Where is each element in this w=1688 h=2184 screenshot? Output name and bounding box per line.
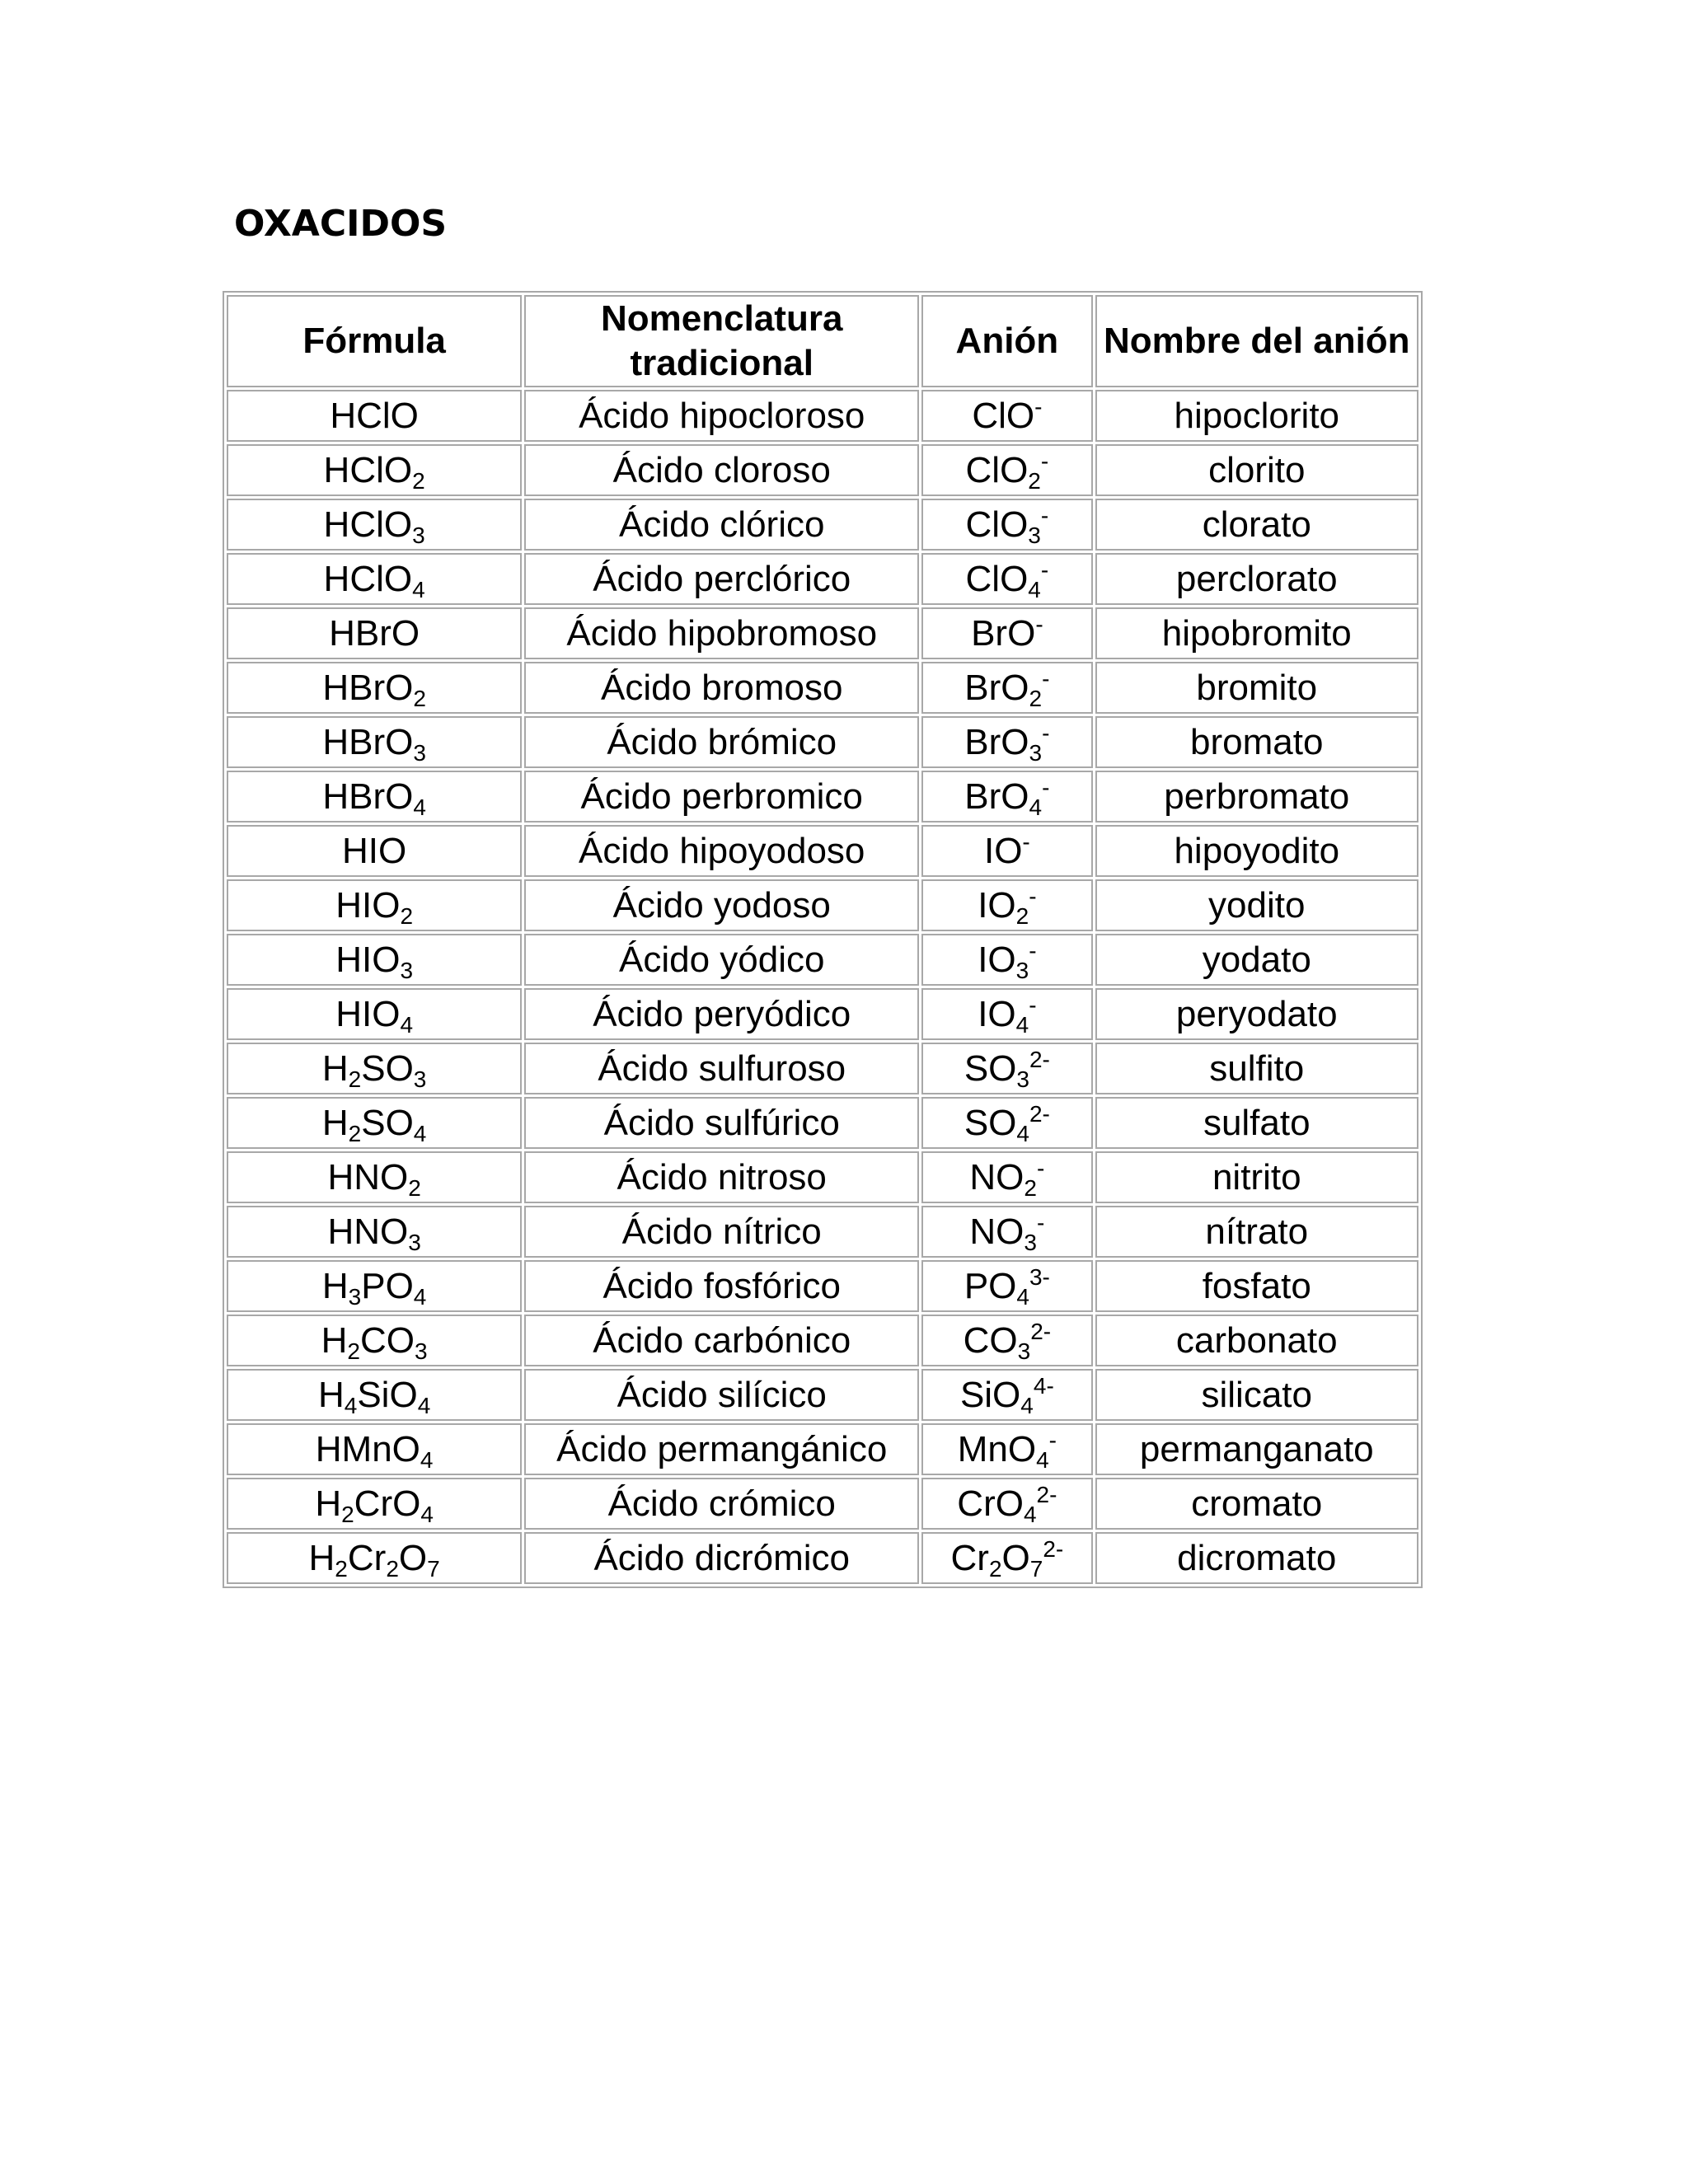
table-row bbox=[227, 662, 1418, 714]
formula-cell: $H_2CrO_4$ bbox=[227, 1478, 522, 1530]
anion-name-cell: dicromato bbox=[1095, 1532, 1418, 1584]
formula-cell: $HIO_2$ bbox=[227, 879, 522, 931]
table-row bbox=[227, 1478, 1418, 1530]
anion-name-cell: silicato bbox=[1095, 1369, 1418, 1421]
formula-cell: HIO bbox=[227, 825, 522, 877]
anion-cell: IO- bbox=[921, 825, 1092, 877]
formula-cell: $H_2Cr_2O_7$ bbox=[227, 1532, 522, 1584]
anion-cell: BrO- bbox=[921, 607, 1092, 659]
table-row bbox=[227, 771, 1418, 823]
anion-cell: $IO_2^-$ bbox=[921, 879, 1092, 931]
header-anion: Anión bbox=[921, 295, 1092, 387]
formula-cell: $HIO_3$ bbox=[227, 934, 522, 986]
formula-cell: HClO bbox=[227, 390, 522, 442]
header-formula: Fórmula bbox=[227, 295, 522, 387]
anion-name-cell: bromito bbox=[1095, 662, 1418, 714]
anion-name-cell: bromato bbox=[1095, 716, 1418, 768]
formula-cell: $HIO_4$ bbox=[227, 988, 522, 1040]
name-cell: Ácido permangánico bbox=[524, 1423, 919, 1475]
name-cell: Ácido cloroso bbox=[524, 444, 919, 496]
formula-cell: HClO$_4$ bbox=[227, 553, 522, 605]
name-cell: Ácido hipoyodoso bbox=[524, 825, 919, 877]
formula-cell: HBrO bbox=[227, 607, 522, 659]
formula-cell: HBrO$_3$ bbox=[227, 716, 522, 768]
header-traditional-nomenclature: Nomenclatura tradicional bbox=[524, 295, 919, 387]
name-cell: Ácido sulfúrico bbox=[524, 1097, 919, 1149]
anion-name-cell: yodito bbox=[1095, 879, 1418, 931]
name-cell: Ácido clórico bbox=[524, 499, 919, 551]
name-cell: Ácido peryódico bbox=[524, 988, 919, 1040]
anion-cell: $Cr_2O_7^{2-}$ bbox=[921, 1532, 1092, 1584]
table-row bbox=[227, 607, 1418, 659]
anion-cell: $PO_4^{3-}$ bbox=[921, 1260, 1092, 1312]
anion-cell: $IO_4^-$ bbox=[921, 988, 1092, 1040]
name-cell: Ácido perclórico bbox=[524, 553, 919, 605]
name-cell: Ácido nitroso bbox=[524, 1151, 919, 1203]
formula-cell: $H_4SiO_4$ bbox=[227, 1369, 522, 1421]
name-cell: Ácido nítrico bbox=[524, 1206, 919, 1258]
name-cell: Ácido bromoso bbox=[524, 662, 919, 714]
table-row bbox=[227, 553, 1418, 605]
anion-name-cell: yodato bbox=[1095, 934, 1418, 986]
name-cell: Ácido sulfuroso bbox=[524, 1043, 919, 1094]
anion-name-cell: permanganato bbox=[1095, 1423, 1418, 1475]
anion-name-cell: cromato bbox=[1095, 1478, 1418, 1530]
name-cell: Ácido dicrómico bbox=[524, 1532, 919, 1584]
table-row bbox=[227, 1260, 1418, 1312]
formula-cell: $H_3PO_4$ bbox=[227, 1260, 522, 1312]
anion-cell: BrO$_3$- bbox=[921, 716, 1092, 768]
anion-name-cell: hipoyodito bbox=[1095, 825, 1418, 877]
name-cell: Ácido hipobromoso bbox=[524, 607, 919, 659]
anion-name-cell: nitrito bbox=[1095, 1151, 1418, 1203]
formula-cell: $H_2SO_3$ bbox=[227, 1043, 522, 1094]
anion-cell: $SO_3^{2-}$ bbox=[921, 1043, 1092, 1094]
anion-cell: $NO_2^-$ bbox=[921, 1151, 1092, 1203]
anion-name-cell: sulfato bbox=[1095, 1097, 1418, 1149]
anion-cell: $SO_4^{2-}$ bbox=[921, 1097, 1092, 1149]
name-cell: Ácido crómico bbox=[524, 1478, 919, 1530]
formula-cell: $HNO_2$ bbox=[227, 1151, 522, 1203]
table-row bbox=[227, 988, 1418, 1040]
formula-cell: HBrO$_2$ bbox=[227, 662, 522, 714]
anion-name-cell: perclorato bbox=[1095, 553, 1418, 605]
table-row bbox=[227, 1097, 1418, 1149]
table-row bbox=[227, 1369, 1418, 1421]
formula-cell: $H_2SO_4$ bbox=[227, 1097, 522, 1149]
anion-name-cell: nítrato bbox=[1095, 1206, 1418, 1258]
name-cell: Ácido carbónico bbox=[524, 1315, 919, 1366]
table-row bbox=[227, 879, 1418, 931]
formula-cell: $HNO_3$ bbox=[227, 1206, 522, 1258]
anion-name-cell: sulfito bbox=[1095, 1043, 1418, 1094]
anion-name-cell: peryodato bbox=[1095, 988, 1418, 1040]
formula-cell: HBrO$_4$ bbox=[227, 771, 522, 823]
anion-cell: CrO$_4^{2-}$ bbox=[921, 1478, 1092, 1530]
formula-cell: HClO$_3$ bbox=[227, 499, 522, 551]
table-row bbox=[227, 1315, 1418, 1366]
anion-name-cell: hipobromito bbox=[1095, 607, 1418, 659]
anion-name-cell: clorito bbox=[1095, 444, 1418, 496]
anion-name-cell: hipoclorito bbox=[1095, 390, 1418, 442]
name-cell: Ácido yódico bbox=[524, 934, 919, 986]
table-body bbox=[227, 390, 1418, 1584]
anion-cell: MnO$_4$- bbox=[921, 1423, 1092, 1475]
anion-cell: $IO_3^-$ bbox=[921, 934, 1092, 986]
table-row bbox=[227, 1151, 1418, 1203]
name-cell: Ácido perbromico bbox=[524, 771, 919, 823]
name-cell: Ácido brómico bbox=[524, 716, 919, 768]
page-title: OXACIDOS bbox=[234, 203, 448, 245]
table-row bbox=[227, 716, 1418, 768]
oxacids-table bbox=[223, 291, 1423, 1588]
anion-cell: $CO_3^{2-}$ bbox=[921, 1315, 1092, 1366]
table-row bbox=[227, 934, 1418, 986]
anion-cell: $NO_3^-$ bbox=[921, 1206, 1092, 1258]
header-anion-name: Nombre del anión bbox=[1095, 295, 1418, 387]
table-row bbox=[227, 499, 1418, 551]
formula-cell: HClO$_2$ bbox=[227, 444, 522, 496]
anion-name-cell: clorato bbox=[1095, 499, 1418, 551]
table-row bbox=[227, 390, 1418, 442]
name-cell: Ácido silícico bbox=[524, 1369, 919, 1421]
name-cell: Ácido yodoso bbox=[524, 879, 919, 931]
anion-cell: ClO$_2$- bbox=[921, 444, 1092, 496]
anion-cell: BrO$_4$- bbox=[921, 771, 1092, 823]
anion-cell: ClO- bbox=[921, 390, 1092, 442]
table-row bbox=[227, 444, 1418, 496]
name-cell: Ácido hipocloroso bbox=[524, 390, 919, 442]
formula-cell: $H_2CO_3$ bbox=[227, 1315, 522, 1366]
table-row bbox=[227, 1532, 1418, 1584]
table-row bbox=[227, 1423, 1418, 1475]
header-row bbox=[227, 295, 1418, 387]
name-cell: Ácido fosfórico bbox=[524, 1260, 919, 1312]
table-row bbox=[227, 825, 1418, 877]
table-row bbox=[227, 1043, 1418, 1094]
table-row bbox=[227, 1206, 1418, 1258]
anion-cell: ClO$_3$- bbox=[921, 499, 1092, 551]
anion-cell: BrO$_2$- bbox=[921, 662, 1092, 714]
anion-cell: SiO$_4^{4-}$ bbox=[921, 1369, 1092, 1421]
anion-name-cell: perbromato bbox=[1095, 771, 1418, 823]
anion-name-cell: fosfato bbox=[1095, 1260, 1418, 1312]
anion-name-cell: carbonato bbox=[1095, 1315, 1418, 1366]
formula-cell: HMnO$_4$ bbox=[227, 1423, 522, 1475]
anion-cell: ClO$_4$- bbox=[921, 553, 1092, 605]
